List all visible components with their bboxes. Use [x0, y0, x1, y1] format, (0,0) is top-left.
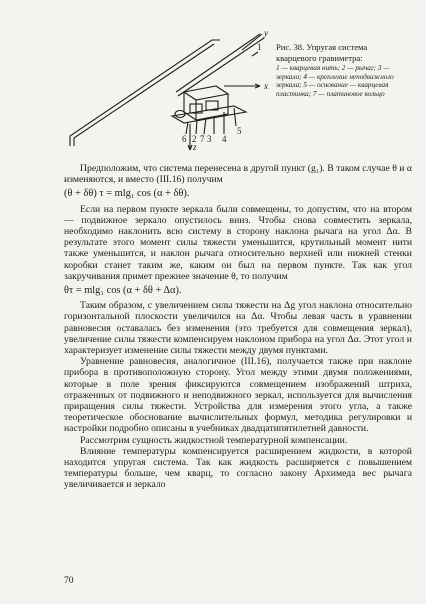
part-number-2: 2 [192, 134, 197, 144]
body-text [64, 163, 412, 491]
part-number-3: 3 [207, 134, 212, 144]
quartz-fiber [176, 34, 260, 92]
axis-y-label: y [264, 28, 268, 38]
part-number-5: 5 [237, 126, 242, 136]
paragraph: Таким образом, с увеличением силы тяжести на Δg угол наклона относительно горизонтальной плоскости увеличился на Δα. Чтобы левая часть в уравнении равновесия оставалась без изменения (это требуется для совмещения зеркал), увеличение силы тяжести компенсируем наклоном прибора на угол Δα. Этот угол и характеризует изменение силы тяжести между двумя пунктами. [64, 300, 412, 357]
part-number-4: 4 [222, 134, 227, 144]
caption-title: Рис. 38. Упругая система кварцевого гравиметра: [276, 42, 368, 63]
paragraph: Предположим, что система перенесена в другой пункт (g₁). В таком случае θ и α изменяются, и вместо (III.16) получим [64, 163, 412, 186]
paragraph: Рассмотрим сущность жидкостной температурной компенсации. [80, 434, 348, 446]
formula: (θ + δθ) τ = mlg₁ cos (α + δθ). [64, 188, 190, 200]
lever-arm [70, 40, 220, 146]
figure-caption [276, 42, 408, 99]
axis-z-label: z [193, 142, 197, 152]
paragraph: Если на первом пункте зеркала были совмещены, то допустим, что на втором — подвижное зеркало опустилось вниз. Чтобы снова совместить зеркала, необходимо наклонить всю систему в сторону наклона рычага на угол Δα. В результате этого момент силы тяжести уменьшится, крутильный момент нити также уменьшится, и наклон рычага относительно верхней или нижней стенки коробки станет таким же, каким он был на первом пункте. Так как угол закручивания примет прежнее значение θ, то получим [64, 203, 412, 282]
quartz-gravimeter-figure [64, 26, 274, 154]
axis-x-label: x [264, 81, 268, 91]
part-number-7: 7 [200, 134, 205, 144]
caption-legend: 1 — кварцевая нить; 2 — рычаг; 3 — зеркало; 4 — крепление неподвижного зеркала; 5 — основание — кварцевая пластинка; 7 — платиновое кольцо [276, 64, 394, 98]
page-number: 70 [64, 576, 74, 586]
formula: θτ = mlg₁ cos (α + δθ + Δα). [64, 285, 182, 297]
paragraph: Уравнение равновесия, аналогичное (III.16), получается также при наклоне прибора в противоположную сторону. Угол между этими двумя положениями, которые в поле зрения фиксируются совмещением изображений штриха, отраженных от подвижного и неподвижного зеркал, используется для вычисления приращения силы тяжести. Устройства для измерения этого угла, а также теоретическое обоснование вычислительных формул, методика регулировки и настройки подробно описаны в учебниках двадцатипятилетней давности. [64, 356, 412, 435]
part-number-6: 6 [182, 134, 187, 144]
paragraph: Влияние температуры компенсируется расширением жидкости, в которой находится упругая система. Так как жидкость расширяется с повышением температуры больше, чем кварц, то согласно закону Архимеда вес рычага увеличивается и зеркало [64, 445, 412, 491]
part-number-1: 1 [257, 42, 262, 52]
